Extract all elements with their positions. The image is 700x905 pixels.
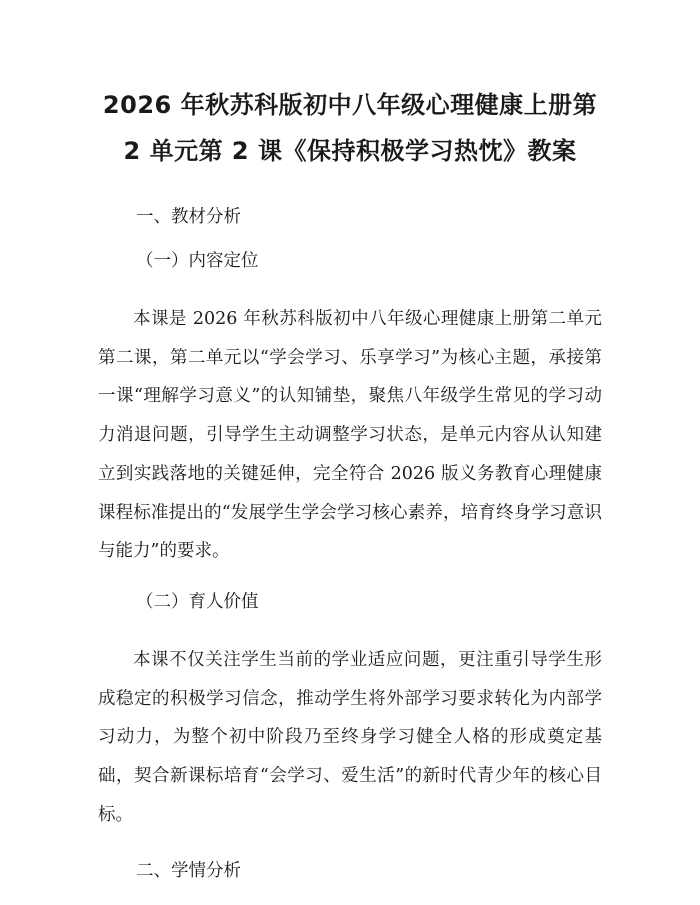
section-heading-student-analysis: 二、学情分析: [136, 861, 241, 882]
subsection-heading-content-positioning: （一）内容定位: [136, 251, 259, 271]
paragraph-educational-value: 本课不仅关注学生当前的学业适应问题，更注重引导学生形成稳定的积极学习信念，推动学生将外部学习要求转化为内部学习动力，为整个初中阶段乃至终身学习健全人格的形成奠定基础，契合新课标培育“会学习、爱生活”的新时代青少年的核心目标。: [98, 649, 602, 825]
title-line-2: 2 单元第 2 课《保持积极学习热忱》教案: [123, 137, 577, 165]
section-heading-textbook-analysis: 一、教材分析: [136, 207, 241, 227]
paragraph-content-positioning: 本课是 2026 年秋苏科版初中八年级心理健康上册第二单元第二课，第二单元以“学会学习、乐享学习”为核心主题，承接第一课“理解学习意义”的认知铺垫，聚焦八年级学生常见的学习动力消退问题，引导学生主动调整学习状态，是单元内容从认知建立到实践落地的关键延伸，完全符合 2026 版义务教育心理健康课程标准提出的“发展学生学会学习核心素养，培育终身学习意识与能力”的要求。: [98, 309, 602, 562]
subsection-heading-educational-value: （二）育人价值: [136, 591, 259, 612]
document-title: [98, 82, 602, 174]
title-line-1: 2026 年秋苏科版初中八年级心理健康上册第: [102, 91, 598, 119]
